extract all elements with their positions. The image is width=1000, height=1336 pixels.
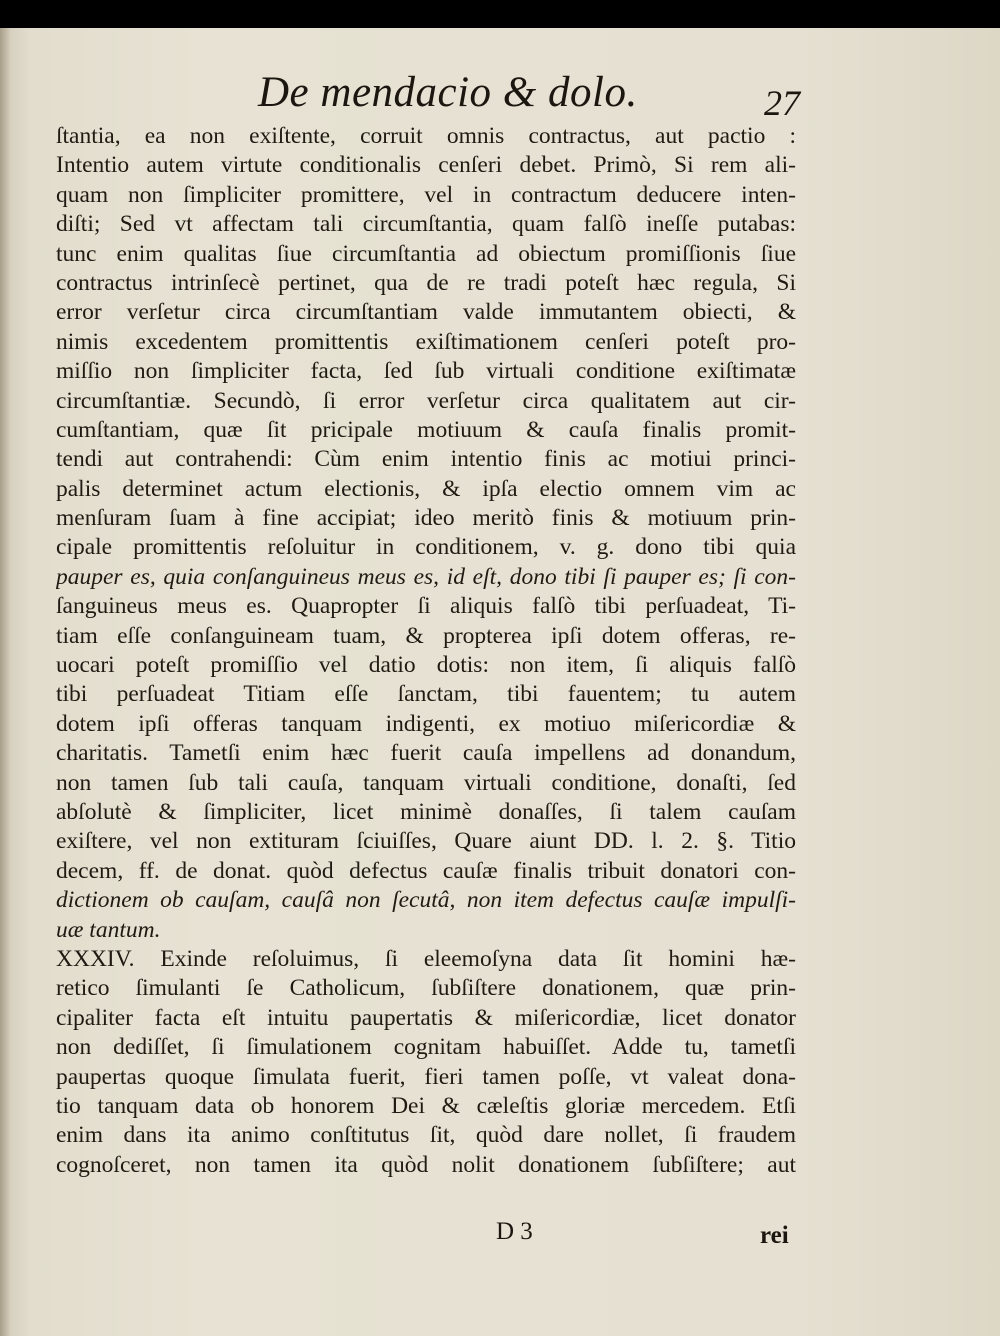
- page-header: [0, 68, 1000, 128]
- text-line: pauper es, quia conſanguineus meus es, id eſt, dono tibi ſi pauper es; ſi con-: [56, 563, 796, 590]
- text-line: diſti; Sed vt affectam tali circumſtantia, quam falſò ineſſe putabas:: [56, 211, 796, 238]
- text-line: dictionem ob cauſam, cauſâ non ſecutâ, non item defectus cauſæ impulſi-: [56, 887, 796, 914]
- text-line: charitatis. Tametſi enim hæc fuerit cauſa impellens ad donandum,: [56, 740, 796, 767]
- text-line: cumſtantiam, quæ ſit pricipale motiuum & cauſa finalis promit-: [56, 416, 796, 443]
- text-line: miſſio non ſimpliciter facta, ſed ſub virtuali conditione exiſtimatæ: [56, 358, 796, 385]
- text-line: abſolutè & ſimpliciter, licet minimè donaſſes, ſi talem cauſam: [56, 798, 796, 825]
- text-line: cipaliter facta eſt intuitu paupertatis & miſericordiæ, licet donator: [56, 1004, 796, 1031]
- text-line: decem, ff. de donat. quòd defectus cauſæ finalis tribuit donatori con-: [56, 857, 796, 884]
- text-line: tio tanquam data ob honorem Dei & cæleſtis gloriæ mercedem. Etſi: [56, 1092, 796, 1119]
- text-line: exiſtere, vel non extituram ſciuiſſes, Quare aiunt DD. l. 2. §. Titio: [56, 828, 796, 855]
- page-number: 27: [764, 83, 800, 123]
- text-line: contractus intrinſecè pertinet, qua de re tradi poteſt hæc regula, Si: [56, 269, 796, 296]
- text-line: uocari poteſt promiſſio vel datio dotis: non item, ſi aliquis falſò: [56, 652, 796, 679]
- catchword: rei: [760, 1222, 789, 1249]
- text-line: tendi aut contrahendi: Cùm enim intentio finis ac motiui princi-: [56, 446, 796, 473]
- text-line: Intentio autem virtute conditionalis cenſeri debet. Primò, Si rem ali-: [56, 152, 796, 179]
- text-line: ſanguineus meus es. Quapropter ſi aliquis falſò tibi perſuadeat, Ti-: [56, 593, 796, 620]
- text-line: tunc enim qualitas ſiue circumſtantia ad obiectum promiſſionis ſiue: [56, 240, 796, 267]
- text-line: quam non ſimpliciter promittere, vel in contractum deducere inten-: [56, 181, 796, 208]
- text-line: tiam eſſe conſanguineam tuam, & propterea ipſi dotem offeras, re-: [56, 622, 796, 649]
- page-binding-edge: [0, 28, 10, 1336]
- text-line: ſtantia, ea non exiſtente, corruit omnis contractus, aut pactio :: [56, 123, 796, 149]
- text-line: uæ tantum.: [56, 916, 161, 943]
- running-title: De mendacio & dolo.: [258, 69, 638, 116]
- text-line: cognoſceret, non tamen ita quòd nolit donationem ſubſiſtere; aut: [56, 1151, 796, 1178]
- text-line: nimis excedentem promittentis exiſtimationem cenſeri poteſt pro-: [56, 328, 796, 355]
- page-footer: [0, 1218, 1000, 1258]
- text-line: circumſtantiæ. Secundò, ſi error verſetur circa qualitatem aut cir-: [56, 387, 796, 414]
- text-line: menſuram ſuam à fine accipiat; ideo meritò finis & motiuum prin-: [56, 505, 796, 532]
- text-line: enim dans ita animo conſtitutus ſit, quòd dare nollet, ſi fraudem: [56, 1122, 796, 1149]
- text-line: error verſetur circa circumſtantiam valde immutantem obiecti, &: [56, 299, 796, 326]
- text-line: tibi perſuadeat Titiam eſſe ſanctam, tibi fauentem; tu autem: [56, 681, 796, 708]
- text-line: palis determinet actum electionis, & ipſa electio omnem vim ac: [56, 475, 796, 502]
- text-line: dotem ipſi offeras tanquam indigenti, ex motiuo miſericordiæ &: [56, 710, 796, 737]
- signature-mark: D 3: [496, 1218, 533, 1245]
- text-line: XXXIV. Exinde reſoluimus, ſi eleemoſyna data ſit homini hæ-: [56, 945, 796, 972]
- text-line: non dediſſet, ſi ſimulationem cognitam habuiſſet. Adde tu, tametſi: [56, 1034, 796, 1061]
- text-line: paupertas quoque ſimulata fuerit, fieri tamen poſſe, vt valeat dona-: [56, 1063, 796, 1090]
- body-text: [56, 122, 796, 1180]
- text-line: non tamen ſub tali cauſa, tanquam virtuali conditione, donaſti, ſed: [56, 769, 796, 796]
- text-line: cipale promittentis reſoluitur in conditionem, v. g. dono tibi quia: [56, 534, 796, 561]
- text-line: retico ſimulanti ſe Catholicum, ſubſiſtere donationem, quæ prin-: [56, 975, 796, 1002]
